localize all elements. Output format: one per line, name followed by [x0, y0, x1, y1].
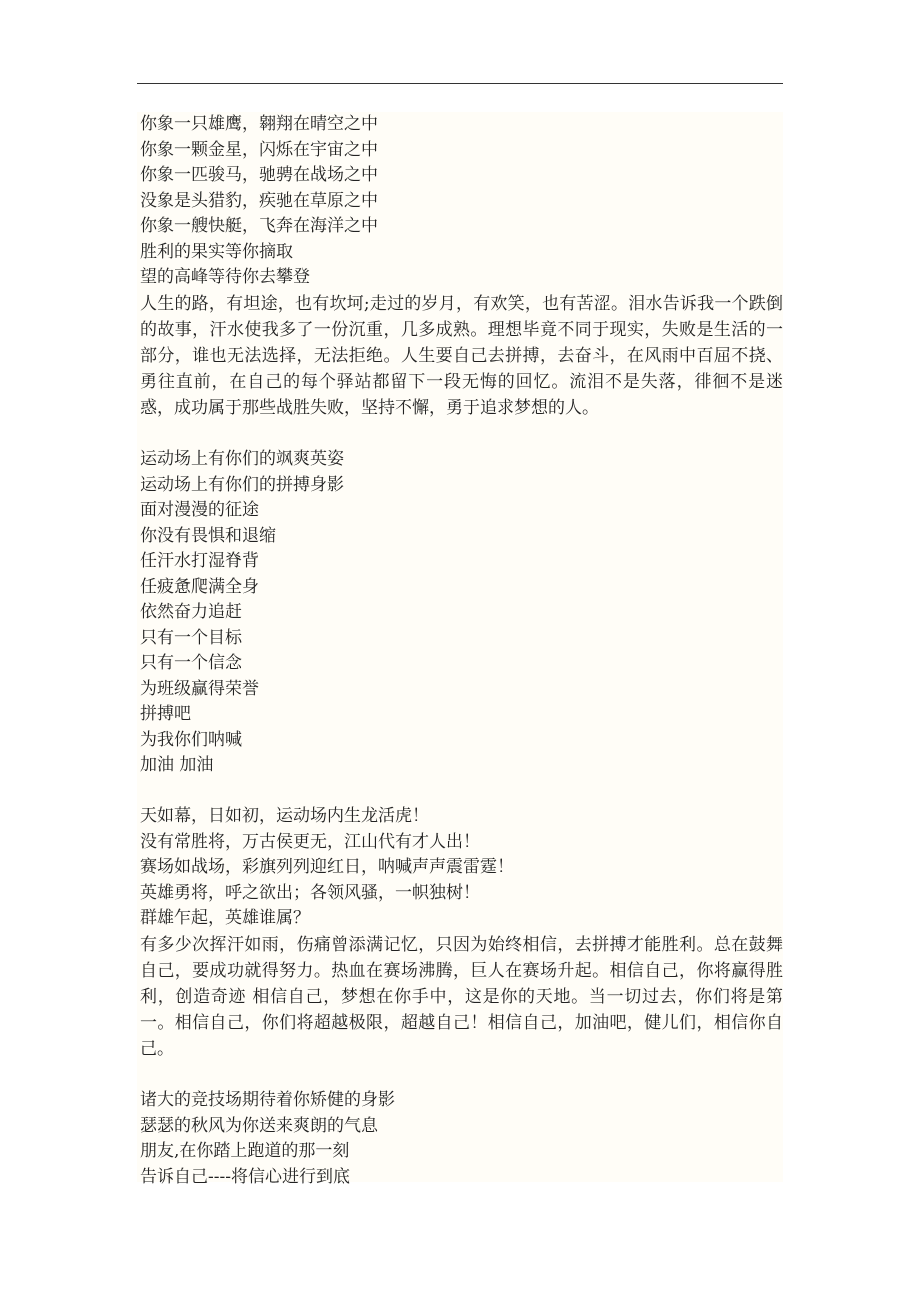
poem-line: 你象一艘快艇，飞奔在海洋之中 — [140, 216, 378, 236]
poem-line: 运动场上有你们的拼搏身影 — [140, 474, 344, 495]
paragraph-life-road: 人生的路，有坦途，也有坎坷;走过的岁月，有欢笑，也有苦涩。泪水告诉我一个跌倒的故事，汗水使我多了一份沉重，几多成熟。理想毕竟不同于现实，失败是生活的一部分，谁也无法选择，无法拒绝。人生要自己去拼搏，去奋斗，在风雨中百屈不挠、勇往直前，在自己的每个驿站都留下一段无悔的回忆。流泪不是失落，徘徊不是迷惑，成功属于那些战胜失败，坚持不懈，勇于追求梦想的人。 — [140, 293, 783, 419]
poem-line: 运动场上有你们的飒爽英姿 — [140, 449, 344, 470]
poem-line: 你没有畏惧和退缩 — [140, 525, 276, 546]
poem-arena — [137, 804, 783, 932]
poem-line: 只有一个信念 — [140, 653, 242, 674]
poem-line: 群雄乍起，英雄谁属？ — [140, 908, 310, 929]
blank-line — [137, 422, 783, 448]
poem-line: 胜利的果实等你摘取 — [140, 241, 293, 262]
poem-line: 你象一匹骏马，驰骋在战场之中 — [140, 165, 378, 185]
poem-line: 瑟瑟的秋风为你送来爽朗的气息 — [140, 1115, 378, 1136]
poem-line: 任疲惫爬满全身 — [140, 576, 259, 597]
poem-line: 望的高峰等待你去攀登 — [140, 267, 310, 287]
poem-line: 英雄勇将，呼之欲出；各领风骚，一帜独树！ — [140, 882, 480, 903]
poem-eagle — [137, 112, 783, 291]
header-rule — [137, 83, 783, 84]
poem-line: 赛场如战场，彩旗列列迎红日，呐喊声声震雷霆！ — [140, 857, 514, 878]
poem-line: 任汗水打湿脊背 — [140, 551, 259, 572]
blank-line — [137, 1063, 783, 1089]
poem-line: 没有常胜将，万古侯更无，江山代有才人出！ — [140, 831, 480, 852]
poem-line: 为我你们呐喊 — [140, 729, 242, 750]
poem-line: 你象一颗金星，闪烁在宇宙之中 — [140, 139, 378, 160]
poem-line: 告诉自己----将信心进行到底 — [140, 1166, 350, 1187]
poem-line: 天如幕，日如初，运动场内生龙活虎！ — [140, 806, 429, 827]
poem-line: 诸大的竞技场期待着你矫健的身影 — [140, 1090, 395, 1111]
poem-line: 朋友,在你踏上跑道的那一刻 — [140, 1141, 350, 1162]
poem-sports-field — [137, 447, 783, 779]
document-body — [137, 112, 783, 1187]
poem-line: 依然奋力追赶 — [140, 602, 242, 623]
poem-line: 只有一个目标 — [140, 627, 242, 648]
paragraph-believe-yourself: 有多少次挥汗如雨，伤痛曾添满记忆，只因为始终相信，去拼搏才能胜利。总在鼓舞自己，要成功就得努力。热血在赛场沸腾，巨人在赛场升起。相信自己，你将赢得胜利，创造奇迹 相信自己，梦想在你手中，这是你的天地。当一切过去，你们将是第一。相信自己，你们将超越极限，超越自己！相信自己，加油吧，健儿们，相信你自己。 — [140, 934, 783, 1060]
poem-line: 加油 加油 — [140, 755, 214, 776]
poem-line: 你象一只雄鹰，翱翔在晴空之中 — [140, 114, 378, 134]
poem-line: 拼搏吧 — [140, 704, 191, 725]
poem-line: 没象是头猎豹，疾驰在草原之中 — [140, 190, 378, 211]
blank-line — [137, 779, 783, 805]
poem-track — [137, 1088, 783, 1190]
poem-line: 为班级赢得荣誉 — [140, 678, 259, 699]
poem-line: 面对漫漫的征途 — [140, 500, 259, 521]
